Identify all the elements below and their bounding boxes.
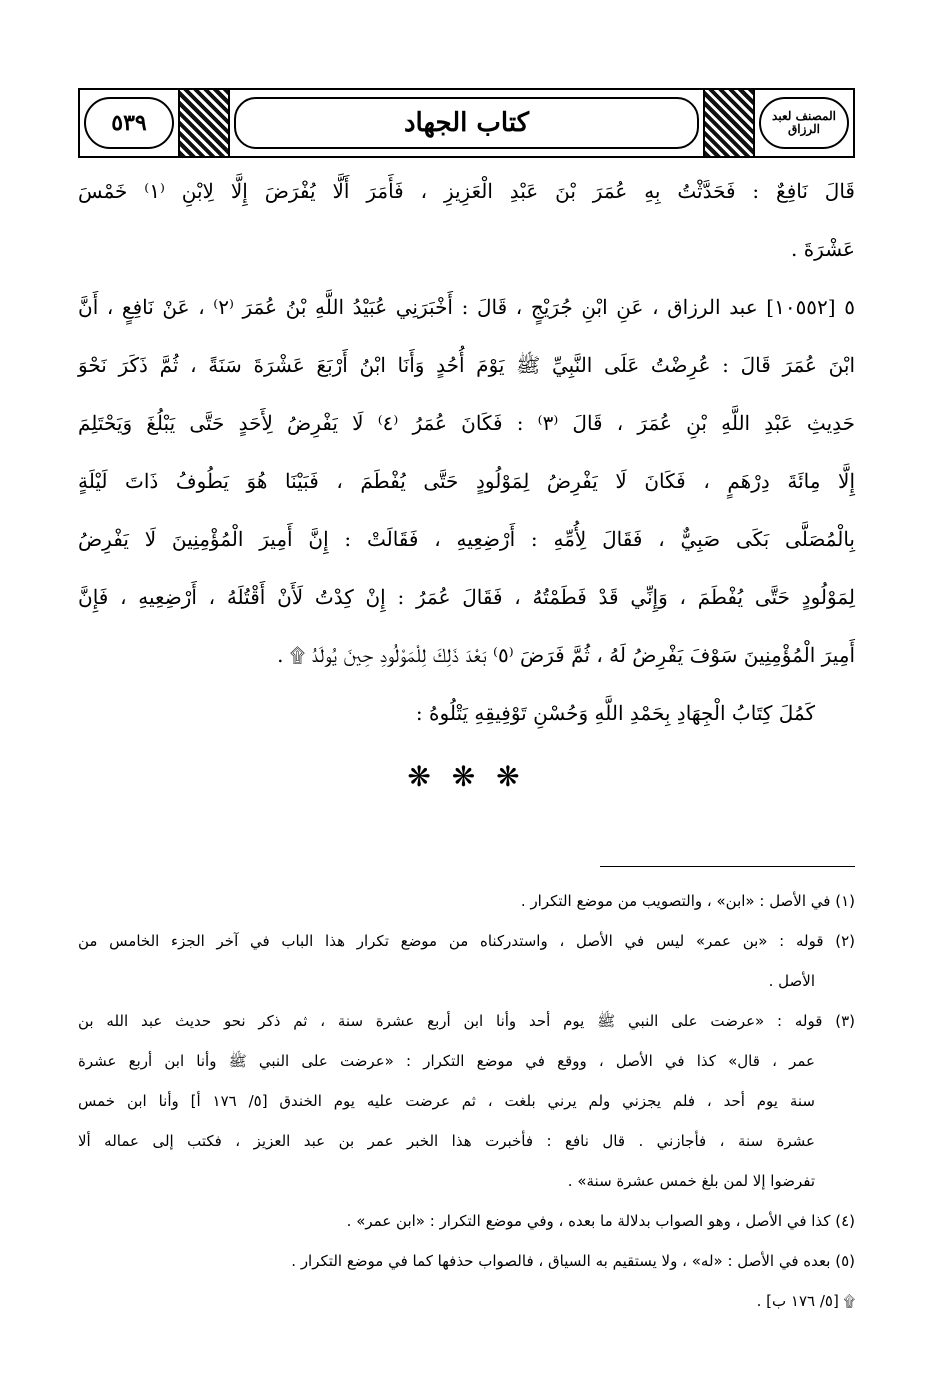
footnote-line: (٣) قوله : «عرضت على النبي ﷺ يوم أحد وأنا ابن أربع عشرة سنة ، ثم ذكر نحو حديث عبد الله بن (78, 1012, 855, 1030)
footnote-line: (٢) قوله : «بن عمر» ليس في الأصل ، واستدركناه من موضع تكرار هذا الباب في آخر الجزء الخامس من (78, 932, 855, 950)
footnote-line: ۩ [٥/ ١٧٦ ب] . (756, 1292, 855, 1310)
running-header (78, 88, 855, 158)
text-line: بِالْمُصَلَّى بَكَى صَبِيٌّ ، فَقَالَ لِأُمِّهِ : أَرْضِعِيهِ ، فَقَالَتْ : إِنَّ أَمِيرَ الْمُؤْمِنِينَ لَا يَفْرِضُ (78, 527, 855, 551)
footnote-separator-row (78, 866, 855, 867)
footnote-line: سنة يوم أحد ، فلم يجزني ولم يرني بلغت ، ثم عرضت عليه يوم الخندق [٥/ ١٧٦ أ] وأنا ابن خمس (78, 1092, 815, 1110)
footnotes (78, 881, 855, 1321)
footnote (78, 881, 855, 921)
footnote (78, 1241, 855, 1281)
footnote-line: (٤) كذا في الأصل ، وهو الصواب بدلالة ما بعده ، وفي موضع التكرار : «ابن عمر» . (346, 1212, 855, 1230)
footnote-line: الأصل . (768, 972, 815, 990)
ornament (178, 90, 230, 156)
footnote-line: تفرضوا إلا لمن بلغ خمس عشرة سنة» . (567, 1172, 815, 1190)
page-number: ٥٣٩ (84, 97, 174, 149)
text-line: لِمَوْلُودٍ حَتَّى يُفْطَمَ ، وَإِنِّي قَدْ فَطَمْتُهُ ، فَقَالَ عُمَرُ : إِنْ كِدْتُ لَأَنْ أَقْتُلَهُ ، أَرْضِعِيهِ ، فَإِنَّ (78, 585, 855, 609)
footnote-line: عمر ، قال» كذا في الأصل ، ووقع في موضع التكرار : «عرضت على النبي ﷺ وأنا ابن أربع عشرة (78, 1052, 815, 1070)
text-line: عَشْرَةَ . (790, 237, 855, 261)
main-text (78, 162, 855, 806)
footnote (78, 1001, 855, 1201)
footnote-line: عشرة سنة ، فأجازني . قال نافع : فأخبرت هذا الخبر عمر بن عبد العزيز ، فكتب إلى عماله ألا (78, 1132, 815, 1150)
footnote (78, 1281, 855, 1321)
section-stars: ❋ ❋ ❋ (407, 760, 526, 793)
footnote (78, 921, 855, 1001)
footnote (78, 1201, 855, 1241)
text-line: أَمِيرَ الْمُؤْمِنِينَ سَوْفَ يَفْرِضُ لَهُ ، ثُمَّ فَرَضَ ⁽٥⁾ بَعْدَ ذَلِكَ لِلْمَوْلُودِ حِينَ يُولَدُ ۩ . (277, 643, 855, 667)
footnote-line: (١) في الأصل : «ابن» ، والتصويب من موضع التكرار . (520, 892, 855, 910)
colophon-line: كَمُلَ كِتَابُ الْجِهَادِ بِحَمْدِ اللَّهِ وَحُسْنِ تَوْفِيقِهِ يَتْلُوهُ : (415, 701, 815, 725)
hadith-number-line: ٥ [١٠٥٥٢] عبد الرزاق ، عَنِ ابْنِ جُرَيْجٍ ، قَالَ : أَخْبَرَنِي عُبَيْدُ اللَّهِ بْنُ عُمَرَ ⁽٢⁾ ، عَنْ نَافِعٍ ، أَنَّ (78, 295, 855, 319)
footnote-line: (٥) بعده في الأصل : «له» ، ولا يستقيم به السياق ، فالصواب حذفها كما في موضع التكرار . (291, 1252, 855, 1270)
text-line: قَالَ نَافِعٌ : فَحَدَّثْتُ بِهِ عُمَرَ بْنَ عَبْدِ الْعَزِيزِ ، فَأَمَرَ أَلَّا يُفْرَضَ إِلَّا لِابْنِ ⁽١⁾ خَمْسَ (78, 179, 855, 203)
footnote-separator (600, 866, 855, 867)
text-line: إِلَّا مِائَةَ دِرْهَمٍ ، فَكَانَ لَا يَفْرِضُ لِمَوْلُودٍ حَتَّى يُفْطَمَ ، فَبَيْنَا هُوَ يَطُوفُ ذَاتَ لَيْلَةٍ (78, 469, 855, 493)
text-line: حَدِيثِ عَبْدِ اللَّهِ بْنِ عُمَرَ ، قَالَ ⁽٣⁾ : فَكَانَ عُمَرُ ⁽٤⁾ لَا يَفْرِضُ لِأَحَدٍ حَتَّى يَبْلُغَ وَيَحْتَلِمَ (78, 411, 855, 435)
text-line: ابْنَ عُمَرَ قَالَ : عُرِضْتُ عَلَى النَّبِيِّ ﷺ يَوْمَ أُحُدٍ وَأَنَا ابْنُ أَرْبَعَ عَشْرَةَ سَنَةً ، ثُمَّ ذَكَرَ نَحْوَ (78, 353, 855, 377)
ornament (703, 90, 755, 156)
series-logo: المصنف لعبد الرزاق (759, 97, 849, 149)
chapter-title: كتاب الجهاد (234, 97, 699, 149)
